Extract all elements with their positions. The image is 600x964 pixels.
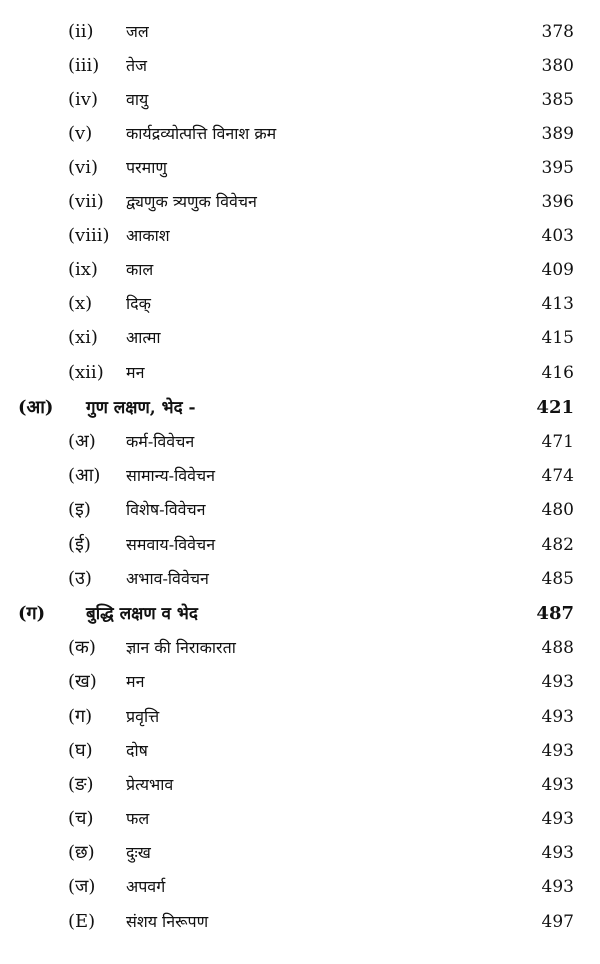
entry-title: कार्यद्रव्योत्पत्ति विनाश क्रम (126, 124, 277, 143)
toc-entry (0, 358, 600, 388)
toc-entry (0, 85, 600, 115)
entry-page-number: 488 (541, 638, 574, 658)
entry-number: (v) (68, 123, 93, 144)
section-page-number: 421 (536, 397, 574, 418)
toc-entry (0, 221, 600, 251)
toc-entry (0, 51, 600, 81)
entry-title: कर्म-विवेचन (126, 432, 195, 451)
entry-page-number: 474 (541, 466, 574, 486)
toc-section-heading (0, 599, 600, 629)
entry-number: (आ) (68, 465, 101, 486)
entry-title: ज्ञान की निराकारता (126, 638, 236, 657)
entry-title: अभाव-विवेचन (126, 569, 209, 588)
entry-number: (viii) (68, 225, 110, 246)
entry-title: फल (126, 809, 150, 828)
entry-number: (च) (68, 808, 94, 829)
toc-entry (0, 153, 600, 183)
toc-entry (0, 495, 600, 525)
entry-title: विशेष-विवेचन (126, 500, 206, 519)
entry-page-number: 493 (541, 707, 574, 727)
entry-title: द्व्यणुक त्र्यणुक विवेचन (126, 192, 257, 211)
entry-title: संशय निरूपण (126, 912, 209, 931)
entry-page-number: 493 (541, 843, 574, 863)
entry-title: मन (126, 363, 145, 382)
entry-page-number: 415 (541, 328, 574, 348)
toc-entry (0, 564, 600, 594)
entry-number: (ख) (68, 671, 97, 692)
entry-number: (छ) (68, 842, 95, 863)
entry-page-number: 497 (541, 912, 574, 932)
toc-entry (0, 187, 600, 217)
toc-entry (0, 530, 600, 560)
toc-entry (0, 702, 600, 732)
entry-number: (ई) (68, 534, 91, 555)
toc-entry (0, 736, 600, 766)
toc-entry (0, 907, 600, 937)
entry-page-number: 471 (541, 432, 574, 452)
entry-title: तेज (126, 56, 147, 75)
entry-number: (इ) (68, 499, 91, 520)
entry-title: परमाणु (126, 158, 167, 177)
entry-title: दोष (126, 741, 148, 760)
entry-number: (xii) (68, 362, 104, 383)
entry-title: सामान्य-विवेचन (126, 466, 216, 485)
entry-title: अपवर्ग (126, 877, 166, 896)
entry-number: (घ) (68, 740, 93, 761)
section-number: (ग) (18, 603, 46, 624)
entry-number: (x) (68, 293, 93, 314)
toc-entry (0, 633, 600, 663)
toc-section-heading (0, 393, 600, 423)
entry-page-number: 396 (541, 192, 574, 212)
section-page-number: 487 (536, 603, 574, 624)
toc-entry (0, 804, 600, 834)
entry-page-number: 493 (541, 741, 574, 761)
toc-entry (0, 255, 600, 285)
section-number: (आ) (18, 397, 54, 418)
toc-entry (0, 427, 600, 457)
section-title: गुण लक्षण, भेद - (86, 398, 196, 418)
entry-number: (xi) (68, 327, 98, 348)
entry-page-number: 389 (541, 124, 574, 144)
entry-number: (ग) (68, 706, 93, 727)
entry-number: (ix) (68, 259, 98, 280)
entry-page-number: 395 (541, 158, 574, 178)
toc-entry (0, 667, 600, 697)
entry-page-number: 378 (541, 22, 574, 42)
entry-title: आत्मा (126, 328, 161, 347)
entry-number: (vi) (68, 157, 98, 178)
entry-title: जल (126, 22, 149, 41)
toc-entry (0, 323, 600, 353)
entry-number: (iv) (68, 89, 98, 110)
entry-title: दिक् (126, 294, 151, 313)
entry-page-number: 493 (541, 877, 574, 897)
entry-title: प्रेत्यभाव (126, 775, 174, 794)
entry-page-number: 380 (541, 56, 574, 76)
toc-entry (0, 17, 600, 47)
entry-number: (अ) (68, 431, 96, 452)
entry-page-number: 482 (541, 535, 574, 555)
entry-title: दुःख (126, 843, 151, 862)
section-title: बुद्धि लक्षण व भेद (86, 604, 198, 624)
entry-page-number: 416 (541, 363, 574, 383)
entry-title: समवाय-विवेचन (126, 535, 216, 554)
entry-number: (ज) (68, 876, 96, 897)
entry-page-number: 385 (541, 90, 574, 110)
entry-title: वायु (126, 90, 149, 109)
toc-entry (0, 838, 600, 868)
entry-number: (vii) (68, 191, 104, 212)
entry-number: (ii) (68, 21, 94, 42)
entry-title: काल (126, 260, 154, 279)
entry-page-number: 493 (541, 672, 574, 692)
entry-number: (क) (68, 637, 96, 658)
entry-number: (ङ) (68, 774, 94, 795)
toc-entry (0, 872, 600, 902)
entry-page-number: 403 (541, 226, 574, 246)
entry-page-number: 480 (541, 500, 574, 520)
toc-entry (0, 289, 600, 319)
toc-entry (0, 770, 600, 800)
entry-number: (उ) (68, 568, 92, 589)
entry-page-number: 485 (541, 569, 574, 589)
entry-page-number: 493 (541, 775, 574, 795)
entry-title: आकाश (126, 226, 170, 245)
entry-page-number: 409 (541, 260, 574, 280)
entry-page-number: 413 (541, 294, 574, 314)
toc-entry (0, 119, 600, 149)
entry-number: (E) (68, 911, 96, 932)
entry-number: (iii) (68, 55, 100, 76)
entry-title: मन (126, 672, 145, 691)
toc-entry (0, 461, 600, 491)
entry-page-number: 493 (541, 809, 574, 829)
entry-title: प्रवृत्ति (126, 707, 160, 726)
